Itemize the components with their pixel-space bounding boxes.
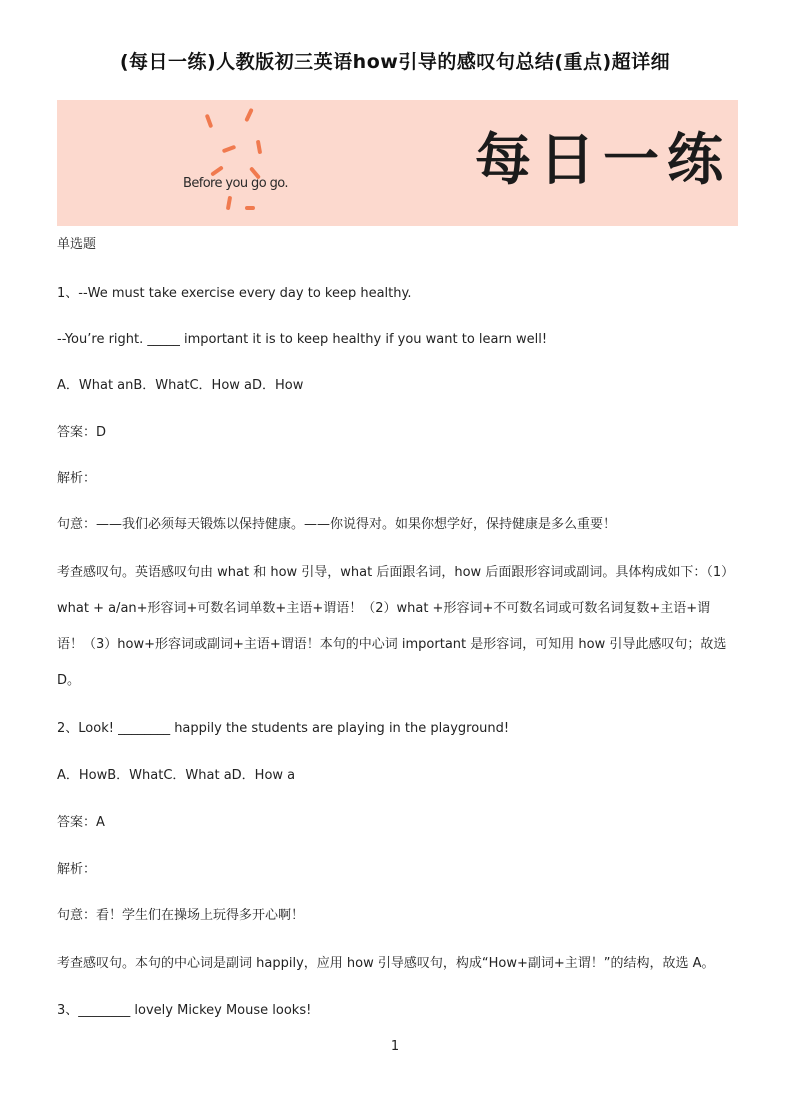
question-2-analysis-label: 解析： — [57, 862, 97, 877]
page-number: 1 — [390, 1039, 400, 1054]
question-1-analysis-label: 解析： — [57, 471, 97, 486]
decor-dash — [256, 140, 262, 154]
banner-brand: 每日一练 — [475, 128, 731, 193]
question-3-stem: 3、________ lovely Mickey Mouse looks! — [57, 1003, 312, 1018]
question-1-answer: 答案：D — [57, 425, 107, 440]
question-2-answer: 答案：A — [57, 815, 105, 830]
banner-image — [57, 100, 738, 226]
decor-dash — [245, 206, 255, 210]
question-2-options: A．HowB．WhatC．What aD．How a — [57, 768, 296, 783]
question-2-explanation: 考查感叹句。本句的中心词是副词 happily，应用 how 引导感叹句，构成“How+副词+主谓！”的结构，故选 A。 — [57, 956, 715, 971]
question-1-options: A．What anB．WhatC．How aD．How — [57, 378, 304, 393]
decor-dash — [205, 114, 214, 129]
section-label: 单选题 — [57, 237, 97, 252]
question-2-stem: 2、Look! ________ happily the students are playing in the playground! — [57, 721, 510, 736]
question-2-meaning: 句意：看！学生们在操场上玩得多开心啊！ — [57, 908, 305, 923]
question-1-meaning: 句意：——我们必须每天锻炼以保持健康。——你说得对。如果你想学好，保持健康是多么重要！ — [57, 517, 617, 532]
decor-dash — [244, 108, 254, 122]
decor-dash — [226, 196, 232, 210]
question-1-explanation: 考查感叹句。英语感叹句由 what 和 how 引导，what 后面跟名词，how 后面跟形容词或副词。具体构成如下：（1）what + a/an+形容词+可数名词单数+主语+谓语！（2）what +形容词+不可数名词或可数名词复数+主语+谓语！（3）how+形容词或副词+主语+谓语！本句的中心词 important 是形容词，可知用 how 引导此感叹句；故选 D。 — [57, 565, 728, 688]
question-1-stem-line2: --You’re right. _____ important it is to keep healthy if you want to learn well! — [57, 332, 548, 347]
banner-tagline: Before you go go. — [183, 176, 288, 191]
decor-dash — [222, 145, 237, 154]
question-1-stem: 1、--We must take exercise every day to keep healthy. — [57, 286, 412, 301]
page-title: (每日一练)人教版初三英语how引导的感叹句总结(重点)超详细 — [119, 51, 671, 73]
decor-dash — [210, 165, 224, 176]
